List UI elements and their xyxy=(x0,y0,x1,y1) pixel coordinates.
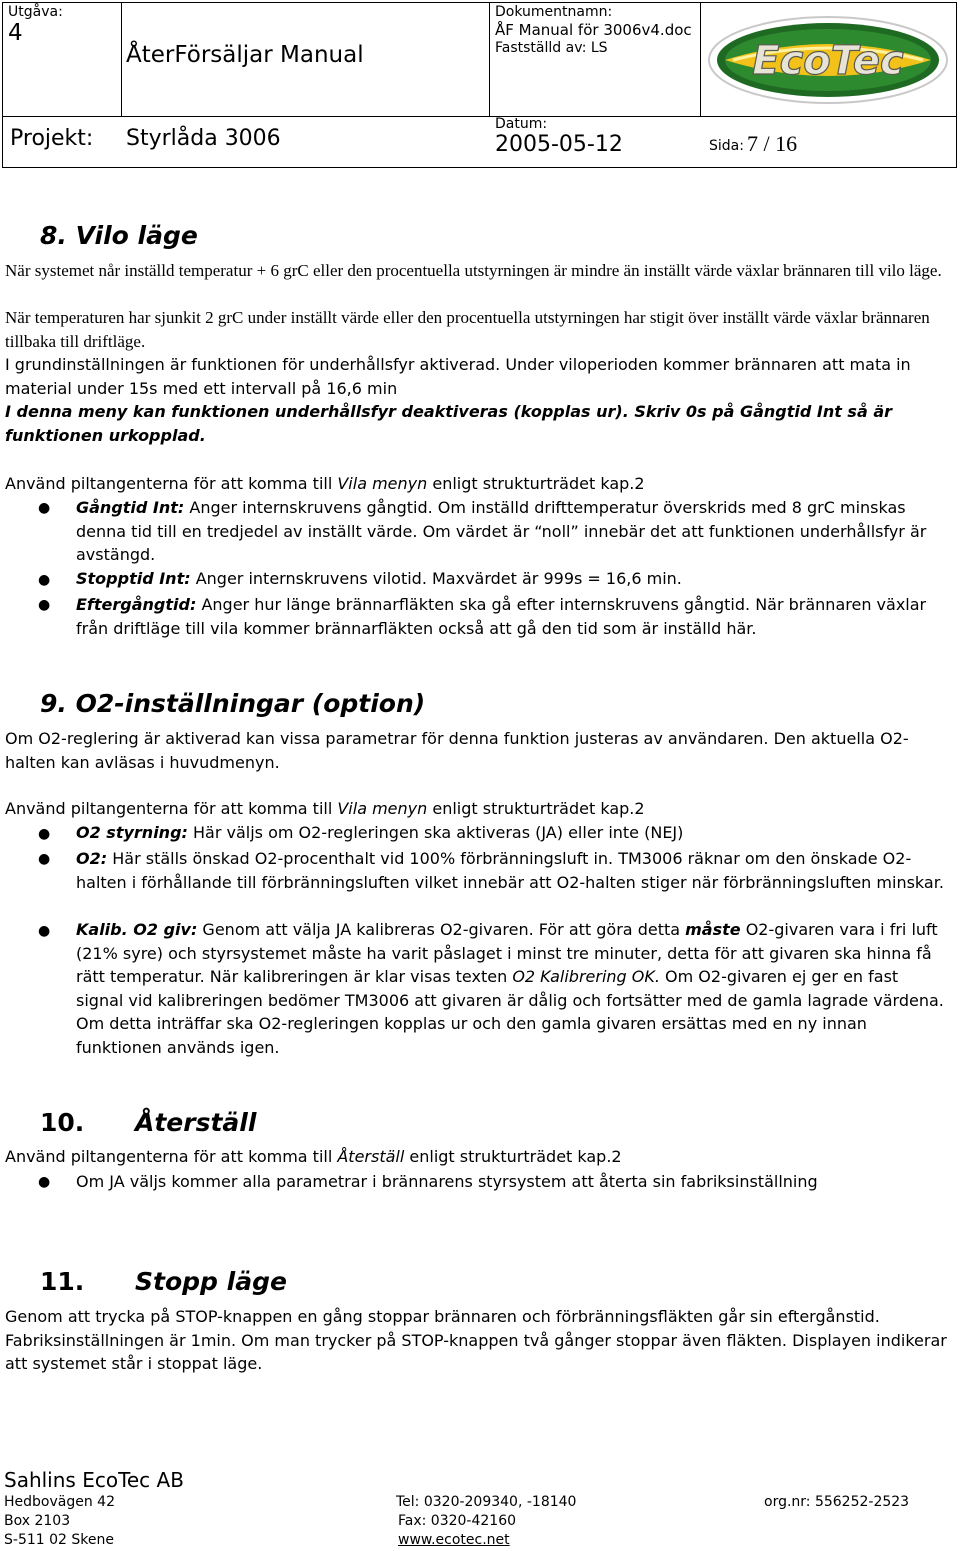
footer-orgnr: org.nr: 556252-2523 xyxy=(764,1494,910,1510)
s8-p4-a: I denna meny kan funktionen underhållsfyr deaktiveras (kopplas ur). xyxy=(5,402,629,421)
footer-website-link[interactable]: www.ecotec.net xyxy=(398,1532,510,1548)
doc-label: Dokumentnamn: xyxy=(495,4,613,20)
s8-nav-a: Använd piltangenterna för att komma till xyxy=(5,474,338,493)
bullet-icon: ● xyxy=(38,572,51,588)
s9-b3-text-c: Om O2-givaren ej ger en fast signal vid kalibreringen bedömer TM3006 att givaren är dålig och fortsätter med de gamla lagrade värdena. Om detta inträffar ska O2-regleringen kopplas ur och den gamla givaren ersättas med en ny innan funktionen används igen. xyxy=(76,967,944,1057)
footer-address-3: S-511 02 Skene xyxy=(4,1532,114,1548)
section-9-heading: 9. O2-inställningar (option) xyxy=(40,689,426,718)
s8-b3-term: Eftergångtid: xyxy=(76,595,197,614)
section-8-heading: 8. Vilo läge xyxy=(40,221,198,250)
s8-nav-c: enligt strukturträdet kap.2 xyxy=(427,474,645,493)
logo-text: EcoTec xyxy=(752,38,904,84)
s9-b1-text: Här väljs om O2-regleringen ska aktiveras (JA) eller inte (NEJ) xyxy=(187,823,684,842)
s9-bullet-2 xyxy=(76,847,946,894)
s9-b1-term: O2 styrning: xyxy=(76,823,188,842)
s9-bullet-1 xyxy=(76,821,946,845)
s8-p3-a: I grundinställningen är funktionen för underhållsfyr aktiverad. xyxy=(5,355,501,374)
s8-b1-text: Anger internskruvens gångtid. Om inställd drifttemperatur överskrids med 8 grC minskas denna tid till en tredjedel av inställt värde. Om värdet är “noll” innebär det att funktionen underhållsfyr är avstängd. xyxy=(76,498,927,564)
bullet-icon: ● xyxy=(38,1174,51,1190)
s8-paragraph-3 xyxy=(5,353,950,400)
s8-nav-instruction xyxy=(5,472,950,496)
s8-b3-text: Anger hur länge brännarfläkten ska gå efter internskruvens gångtid. När brännaren växlar från driftläge till vila kommer brännarfläkten också att gå den tid som är inställd här. xyxy=(76,595,927,638)
header-divider-v2 xyxy=(489,3,490,116)
s9-nav-c: enligt strukturträdet kap.2 xyxy=(427,799,645,818)
s8-b2-term: Stopptid Int: xyxy=(76,569,191,588)
s10-nav-a: Använd piltangenterna för att komma till xyxy=(5,1147,338,1166)
s8-p3-b: Under viloperioden kommer brännaren att mata in material under 15s med ett intervall på 16,6 min xyxy=(5,355,911,398)
s8-nav-menu: Vila menyn xyxy=(337,474,428,493)
s10-nav-menu: Återställ xyxy=(337,1147,405,1166)
s10-nav-c: enligt strukturträdet kap.2 xyxy=(404,1147,622,1166)
section-10-number: 10. xyxy=(40,1108,85,1137)
date-label: Datum: xyxy=(495,116,548,132)
s9-bullet-3 xyxy=(76,918,946,1059)
section-10-title: Återställ xyxy=(135,1108,257,1137)
project-label: Projekt: xyxy=(10,126,94,151)
footer-telephone: Tel: 0320-209340, -18140 xyxy=(396,1494,577,1510)
header-divider-v3 xyxy=(700,3,701,116)
bullet-icon: ● xyxy=(38,500,51,516)
footer-fax: Fax: 0320-42160 xyxy=(398,1513,517,1529)
s9-paragraph-1: Om O2-reglering är aktiverad kan vissa parametrar för denna funktion justeras av användaren. Den aktuella O2-halten kan avläsas i huvudmenyn. xyxy=(5,729,909,772)
s8-b2-text: Anger internskruvens vilotid. Maxvärdet är 999s = 16,6 min. xyxy=(190,569,682,588)
s9-b2-term: O2: xyxy=(76,849,108,868)
page-label: Sida: xyxy=(709,138,744,154)
section-11-number: 11. xyxy=(40,1267,85,1296)
section-11-title: Stopp läge xyxy=(135,1267,287,1296)
page-number: 7 / 16 xyxy=(747,131,798,156)
ecotec-logo xyxy=(703,14,953,106)
footer-address-2: Box 2103 xyxy=(4,1513,71,1529)
edition-value: 4 xyxy=(8,20,23,46)
s11-paragraph-1: Genom att trycka på STOP-knappen en gång stoppar brännaren och förbränningsfläkten går sin eftergånstid. Fabriksinställningen är 1min. Om man trycker på STOP-knappen två gånger stoppar även fläkten. Displayen indikerar att systemet står i stoppat läge. xyxy=(5,1307,947,1373)
manual-title: ÅterFörsäljar Manual xyxy=(126,42,364,68)
bullet-icon: ● xyxy=(38,597,51,613)
project-value: Styrlåda 3006 xyxy=(126,126,281,151)
s9-nav-instruction xyxy=(5,797,950,821)
s9-b2-text: Här ställs önskad O2-procenthalt vid 100% förbränningsluft in. TM3006 räknar om den önskade O2-halten i förhållande till förbränningsluften vilket innebär att O2-halten stiger när förbränningsluften minskar. xyxy=(76,849,944,892)
s9-b3-text-b: O2-givaren vara i fri luft (21% syre) och styrsystemet måste ha varit påslaget i minst tre minuter, detta för att givaren ska hinna få rätt temperatur. När kalibreringen är klar visas texten xyxy=(76,920,938,986)
bullet-icon: ● xyxy=(38,826,51,842)
doc-value: ÅF Manual för 3006v4.doc xyxy=(495,21,692,39)
s8-bullet-1 xyxy=(76,496,946,567)
header-divider xyxy=(3,116,956,117)
s9-nav-a: Använd piltangenterna för att komma till xyxy=(5,799,338,818)
s8-b1-term: Gångtid Int: xyxy=(76,498,185,517)
header-divider-v1 xyxy=(121,3,122,116)
s8-paragraph-4 xyxy=(5,400,950,447)
s9-b3-emphasis: måste xyxy=(685,920,741,939)
s10-bullet-1: Om JA väljs kommer alla parametrar i brännarens styrsystem att återta sin fabriksinställning xyxy=(76,1172,818,1191)
edition-label: Utgåva: xyxy=(8,4,63,20)
approved-by: Fastställd av: LS xyxy=(495,40,608,56)
s8-bullet-3 xyxy=(76,593,946,640)
s9-nav-menu: Vila menyn xyxy=(337,799,428,818)
bullet-icon: ● xyxy=(38,923,51,939)
s9-b3-message: O2 Kalibrering OK. xyxy=(512,967,660,986)
footer-address-1: Hedbovägen 42 xyxy=(4,1494,115,1510)
s8-paragraph-2: När temperaturen har sjunkit 2 grC under inställt värde eller den procentuella utstyrningen har stigit över inställt värde växlar brännaren tillbaka till driftläge. xyxy=(5,308,930,351)
footer-company: Sahlins EcoTec AB xyxy=(4,1468,184,1492)
bullet-icon: ● xyxy=(38,851,51,867)
s9-b3-text-a: Genom att välja JA kalibreras O2-givaren. För att göra detta xyxy=(197,920,686,939)
s9-b3-term: Kalib. O2 giv: xyxy=(76,920,198,939)
s8-p4-b: Skriv 0s på Gångtid Int så är funktionen urkopplad. xyxy=(5,402,893,445)
s10-nav-instruction xyxy=(5,1145,950,1169)
s8-bullet-2 xyxy=(76,567,946,591)
s8-paragraph-1: När systemet når inställd temperatur + 6 grC eller den procentuella utstyrningen är mindre än inställt värde växlar brännaren till vilo läge. xyxy=(5,261,942,280)
date-value: 2005-05-12 xyxy=(495,132,623,157)
